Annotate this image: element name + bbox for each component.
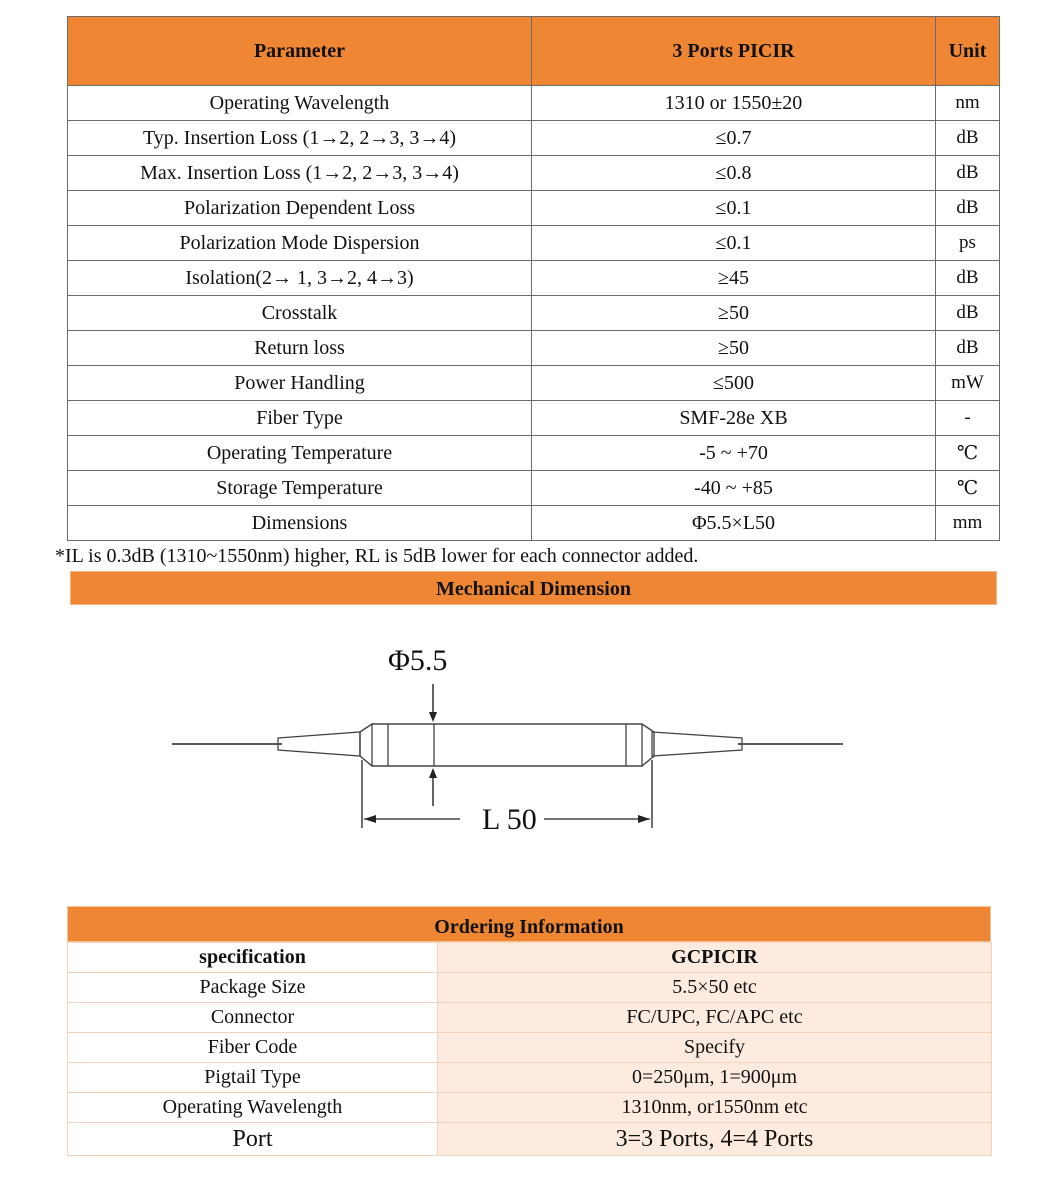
spec-parameter: Storage Temperature [68,471,532,506]
spec-value: -40 ~ +85 [532,471,936,506]
spec-value: ≤0.1 [532,191,936,226]
spec-unit: dB [936,296,1000,331]
spec-unit: ps [936,226,1000,261]
spec-row [68,506,1000,541]
spec-value: ≥50 [532,331,936,366]
spec-parameter: Isolation(2→ 1, 3→2, 4→3) [68,261,532,296]
spec-parameter: Polarization Dependent Loss [68,191,532,226]
spec-value: 1310 or 1550±20 [532,86,936,121]
spec-row [68,471,1000,506]
ordering-value: 5.5×50 etc [438,973,992,1003]
spec-row [68,436,1000,471]
spec-unit: dB [936,156,1000,191]
spec-parameter: Dimensions [68,506,532,541]
spec-value: ≤500 [532,366,936,401]
header-model: 3 Ports PICIR [532,17,936,86]
spec-row [68,86,1000,121]
header-parameter: Parameter [68,17,532,86]
ordering-section [67,906,991,1156]
spec-value: SMF-28e XB [532,401,936,436]
ordering-row [68,943,992,973]
ordering-table [67,942,992,1156]
spec-parameter: Max. Insertion Loss (1→2, 2→3, 3→4) [68,156,532,191]
header-unit: Unit [936,17,1000,86]
length-arrow-right [638,815,650,823]
spec-value: ≥50 [532,296,936,331]
ordering-row [68,1123,992,1156]
ordering-label: Pigtail Type [68,1063,438,1093]
spec-table [67,16,1000,541]
ordering-information-title: Ordering Information [67,906,991,942]
device-body [360,724,654,766]
diameter-label: Φ5.5 [388,644,448,677]
spec-parameter: Operating Wavelength [68,86,532,121]
spec-unit: mW [936,366,1000,401]
ordering-value: 0=250μm, 1=900μm [438,1063,992,1093]
spec-parameter: Operating Temperature [68,436,532,471]
spec-parameter: Polarization Mode Dispersion [68,226,532,261]
spec-row [68,261,1000,296]
ordering-label: Operating Wavelength [68,1093,438,1123]
ordering-label: Fiber Code [68,1033,438,1063]
ordering-row [68,973,992,1003]
ordering-label: specification [68,943,438,973]
spec-parameter: Typ. Insertion Loss (1→2, 2→3, 3→4) [68,121,532,156]
spec-parameter: Fiber Type [68,401,532,436]
left-boot [278,732,360,756]
ordering-value: 3=3 Ports, 4=4 Ports [438,1123,992,1156]
ordering-label: Port [68,1123,438,1156]
ordering-label: Package Size [68,973,438,1003]
diameter-arrow-top [429,712,437,722]
spec-row [68,401,1000,436]
spec-row [68,191,1000,226]
ordering-value: GCPICIR [438,943,992,973]
spec-value: ≥45 [532,261,936,296]
spec-row [68,156,1000,191]
ordering-body [68,943,992,1156]
spec-row [68,366,1000,401]
ordering-value: 1310nm, or1550nm etc [438,1093,992,1123]
spec-unit: - [936,401,1000,436]
ordering-row [68,1063,992,1093]
spec-unit: mm [936,506,1000,541]
spec-unit: dB [936,121,1000,156]
ordering-value: FC/UPC, FC/APC etc [438,1003,992,1033]
spec-value: ≤0.8 [532,156,936,191]
mechanical-dimension-title: Mechanical Dimension [70,571,997,605]
spec-unit: dB [936,191,1000,226]
spec-unit: dB [936,261,1000,296]
ordering-row [68,1033,992,1063]
footnote: *IL is 0.3dB (1310~1550nm) higher, RL is 5dB lower for each connector added. [55,545,699,567]
spec-unit: ℃ [936,436,1000,471]
ordering-label: Connector [68,1003,438,1033]
ordering-row [68,1003,992,1033]
spec-body [68,86,1000,541]
spec-value: -5 ~ +70 [532,436,936,471]
diameter-arrow-bottom [429,768,437,778]
spec-row [68,296,1000,331]
spec-value: ≤0.7 [532,121,936,156]
spec-parameter: Return loss [68,331,532,366]
spec-row [68,331,1000,366]
spec-value: Φ5.5×L50 [532,506,936,541]
length-label: L 50 [482,803,537,836]
spec-unit: ℃ [936,471,1000,506]
mechanical-drawing [160,630,860,860]
spec-header-row [68,17,1000,86]
spec-parameter: Crosstalk [68,296,532,331]
spec-parameter: Power Handling [68,366,532,401]
ordering-value: Specify [438,1033,992,1063]
ordering-row [68,1093,992,1123]
right-boot [652,732,742,756]
spec-unit: nm [936,86,1000,121]
length-arrow-left [364,815,376,823]
spec-row [68,226,1000,261]
spec-row [68,121,1000,156]
spec-value: ≤0.1 [532,226,936,261]
spec-unit: dB [936,331,1000,366]
